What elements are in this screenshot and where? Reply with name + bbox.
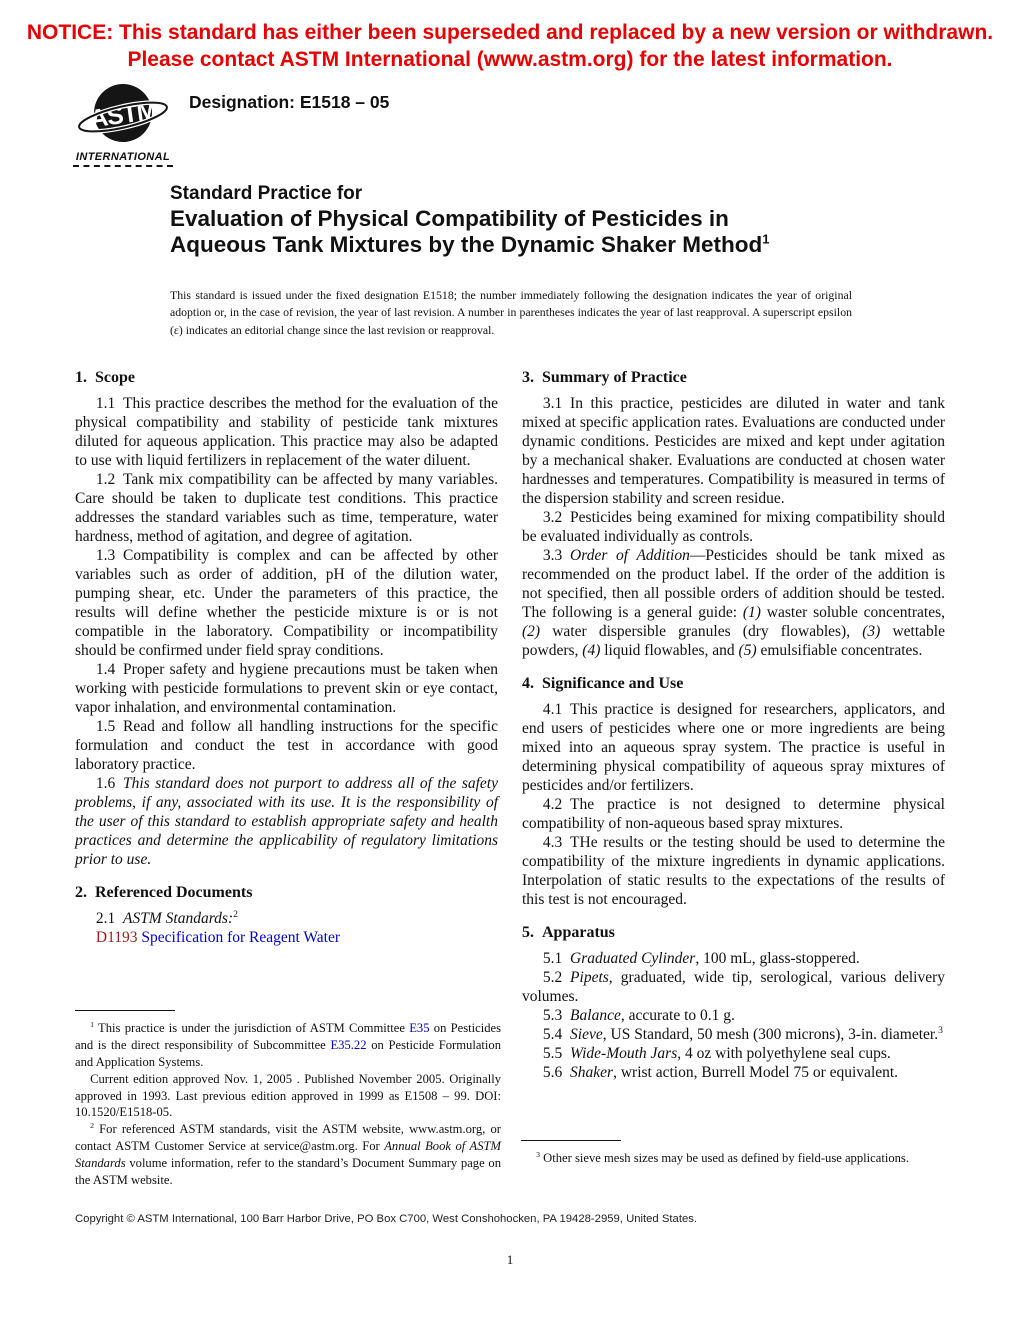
footnote-edition: Current edition approved Nov. 1, 2005 . Published November 2005. Originally approved in 1993. Last previous edition approved in 1999 as E1508 – 99. DOI: 10.1520/E1518-05. (75, 1071, 501, 1120)
paragraph-1-2: 1.2 Tank mix compatibility can be affected by many variables. Care should be taken to duplicate test conditions. This practice addresses the standard variables such as time, temperature, water hardness, method of agitation, and degree of agitation. (75, 470, 498, 545)
paragraph-4-2: 4.2 The practice is not designed to determine physical compatibility of non-aqueous based spray mixtures. (522, 795, 945, 832)
paragraph-5-6: 5.6 Shaker, wrist action, Burrell Model 75 or equivalent. (542, 1063, 899, 1081)
supersession-notice (0, 0, 1020, 74)
document-header (73, 82, 1020, 167)
title-footnote-ref: 1 (762, 231, 770, 247)
astm-globe-icon (75, 82, 171, 148)
paragraph-3-3: 3.3 Order of Addition—Pesticides should be tank mixed as recommended on the product label. If the order of the addition is not specified, then all possible orders of addition should be tested. The following is a general guide: (1) waster soluble concentrates, (2) water dispersible granules (dry flowables), (3) wettable powders, (4) liquid flowables, and (5) emulsifiable concentrates. (522, 546, 945, 659)
paragraph-5-1: 5.1 Graduated Cylinder, 100 mL, glass-stoppered. (542, 949, 860, 967)
astm-logo (73, 82, 173, 167)
footnotes-left (75, 1010, 501, 1189)
designation-text: Designation: E1518 – 05 (189, 91, 390, 112)
title-eyebrow: Standard Practice for (170, 182, 363, 204)
paragraph-3-1: 3.1 In this practice, pesticides are diluted in water and tank mixed at specific application rates. Evaluations are conducted under dynamic conditions. Pesticides are mixed and kept under agitation by a mechanical shaker. Evaluations are conducted at chosen water hardnesses and temperatures. Compatibility is measured in terms of the dispersion stability and screen residue. (522, 394, 945, 507)
body-columns (75, 368, 945, 1082)
page-number: 1 (506, 1252, 514, 1267)
left-column (75, 368, 498, 1082)
astm-logo-subtitle: INTERNATIONAL (73, 151, 173, 167)
paragraph-5-3: 5.3 Balance, accurate to 0.1 g. (542, 1006, 735, 1024)
title-line-2 (170, 232, 850, 259)
paragraph-4-1: 4.1 This practice is designed for researchers, applicators, and end users of pesticides where one or more ingredients are being mixed into an aqueous spray system. The practice is useful in determining physical compatibility of aqueous spray mixtures of pesticides and/or fertilizers. (522, 700, 945, 794)
astm-logo-acronym: ASTM (88, 96, 159, 134)
paragraph-1-6: 1.6 This standard does not purport to address all of the safety problems, if any, associated with its use. It is the responsibility of the user of this standard to establish appropriate safety and health practices and determine the applicability of regulatory limitations prior to use. (75, 774, 498, 868)
right-column (522, 368, 945, 1082)
issued-note: This standard is issued under the fixed designation E1518; the number immediately following the designation indicates the year of original adoption or, in the case of revision, the year of last revision. A number in parentheses indicates the year of last reapproval. A superscript epsilon (ε) indicates an editorial change since the last revision or reapproval. (170, 287, 852, 338)
reference-link-d1193[interactable]: D1193 Specification for Reagent Water (95, 928, 341, 946)
footnote-2: $^2$ For referenced ASTM standards, visit the ASTM website, www.astm.org, or contact ASTM Customer Service at service@astm.org. For Annual Book of ASTM Standards volume information, refer to the standard’s Document Summary page on the ASTM website. (75, 1121, 501, 1187)
paragraph-1-1: 1.1 This practice describes the method for the evaluation of the physical compatibility and stability of pesticide tank mixtures diluted for aqueous application. This practice may also be adapted to use with liquid fertilizers in replacement of the water diluent. (75, 394, 498, 469)
paragraph-5-2: 5.2 Pipets, graduated, wide tip, serological, various delivery volumes. (522, 968, 945, 1005)
title-line-2-text: Aqueous Tank Mixtures by the Dynamic Shaker Method (170, 232, 763, 258)
footnote-1: $^1$ This practice is under the jurisdiction of ASTM Committee E35 on Pesticides and is the direct responsibility of Subcommittee E35.22 on Pesticide Formulation and Application Systems. (75, 1019, 502, 1069)
title-line-1: Evaluation of Physical Compatibility of Pesticides in (170, 205, 729, 231)
copyright-line: Copyright © ASTM International, 100 Barr Harbor Drive, PO Box C700, West Conshohocken, PA 19428-2959, United States. (75, 1213, 698, 1225)
footnote-rule-left (75, 1010, 175, 1011)
section-4-heading: 4. Significance and Use (522, 674, 684, 692)
paragraph-4-3: 4.3 THe results or the testing should be used to determine the compatibility of the mixture ingredients in dynamic applications. Interpolation of static results to the expectations of the results of this test is not encouraged. (522, 833, 945, 908)
notice-line-1: NOTICE: This standard has either been superseded and replaced by a new version or withdrawn. (26, 21, 994, 44)
footnote-3: $^3$ Other sieve mesh sizes may be used as defined by field-use applications. (536, 1149, 909, 1165)
notice-line-2: Please contact ASTM International (www.astm.org) for the latest information. (127, 47, 893, 71)
section-5-heading: 5. Apparatus (522, 923, 615, 941)
paragraph-2-1: 2.1 ASTM Standards:$^2$ (95, 908, 238, 927)
paragraph-1-3: 1.3 Compatibility is complex and can be affected by other variables such as order of addition, pH of the dilution water, pumping shear, etc. Under the parameters of this practice, the results will define whether the pesticide mixture is or is not compatible in the laboratory. Compatibility or incompatibility should be confirmed under field spray conditions. (75, 546, 498, 659)
paragraph-5-4: 5.4 Sieve, US Standard, 50 mesh (300 microns), 3-in. diameter.$^3$ (542, 1024, 943, 1043)
title-block (170, 183, 850, 259)
paragraph-1-5: 1.5 Read and follow all handling instructions for the specific formulation and conduct the test in accordance with good laboratory practice. (75, 717, 498, 773)
section-2-heading: 2. Referenced Documents (75, 883, 253, 901)
section-3-heading: 3. Summary of Practice (522, 368, 687, 386)
paragraph-3-2: 3.2 Pesticides being examined for mixing compatibility should be evaluated individually as controls. (522, 508, 945, 545)
footnotes-right (521, 1140, 947, 1167)
footnote-rule-right (521, 1140, 621, 1141)
paragraph-1-4: 1.4 Proper safety and hygiene precautions must be taken when working with pesticide formulations to prevent skin or eye contact, vapor inhalation, and environmental contamination. (75, 660, 498, 716)
section-1-heading: 1. Scope (75, 368, 135, 386)
paragraph-5-5: 5.5 Wide-Mouth Jars, 4 oz with polyethylene seal cups. (542, 1044, 891, 1062)
